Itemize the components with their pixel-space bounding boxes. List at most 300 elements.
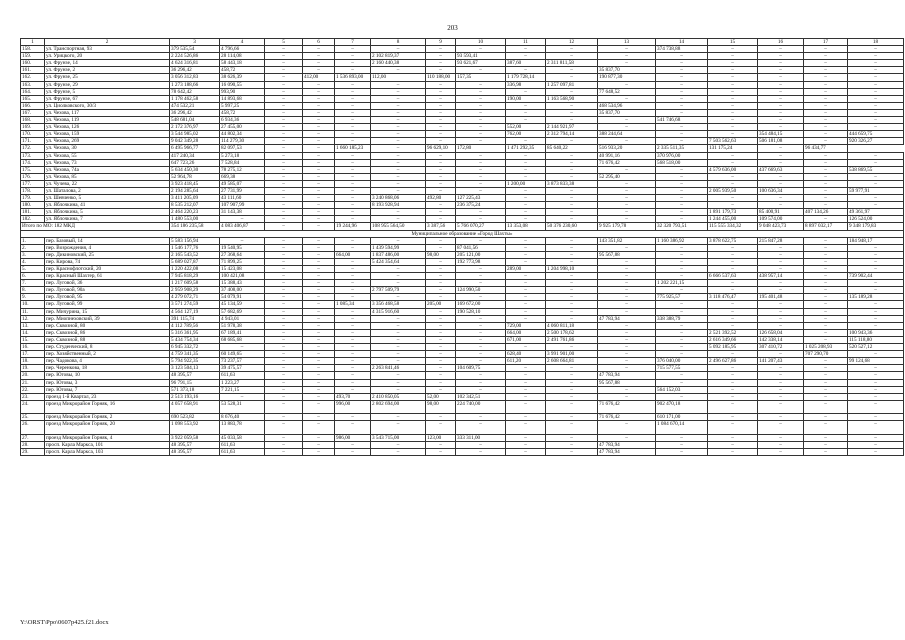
value-cell: – — [426, 187, 456, 194]
value-cell: – — [335, 209, 371, 216]
value-cell: – — [265, 67, 303, 74]
value-cell: 1 223,27 — [220, 379, 265, 386]
value-cell: – — [758, 434, 804, 441]
value-cell: – — [656, 244, 708, 251]
value-cell: – — [804, 421, 848, 434]
table-body — [21, 39, 904, 456]
value-cell: – — [303, 308, 335, 315]
value-cell: – — [758, 258, 804, 265]
value-cell: – — [656, 287, 708, 294]
value-cell: – — [335, 53, 371, 60]
value-cell: – — [506, 400, 546, 413]
address-cell: ул. Чехова, 117 — [45, 109, 170, 116]
value-cell: 45 033,58 — [220, 434, 265, 441]
value-cell: – — [804, 414, 848, 421]
value-cell: – — [546, 102, 598, 109]
value-cell: 2 464 220,23 — [170, 209, 220, 216]
value-cell: – — [426, 67, 456, 74]
value-cell: 690 523,82 — [170, 414, 220, 421]
value-cell: 98,00 — [426, 400, 456, 413]
value-cell: 71 899,25 — [220, 258, 265, 265]
value-cell: 354 484,15 — [758, 131, 804, 138]
value-cell: 2 172 376,97 — [170, 124, 220, 131]
value-cell: 564 152,03 — [656, 386, 708, 393]
address-cell: пер. Луговой, 90а — [45, 287, 170, 294]
value-cell: – — [456, 336, 506, 343]
value-cell: – — [546, 46, 598, 53]
total-value: 5 766 070,27 — [456, 223, 506, 230]
value-cell: 1 837 486,00 — [371, 251, 426, 258]
value-cell: – — [303, 109, 335, 116]
value-cell: 15 388,43 — [220, 280, 265, 287]
value-cell: – — [758, 414, 804, 421]
value-cell: – — [456, 152, 506, 159]
value-cell: – — [804, 358, 848, 365]
value-cell: – — [656, 109, 708, 116]
value-cell: 707 290,70 — [804, 351, 848, 358]
value-cell: – — [265, 351, 303, 358]
value-cell: – — [758, 244, 804, 251]
value-cell: – — [426, 237, 456, 244]
row-number: 172. — [21, 145, 45, 152]
address-cell: пер. Студенческий, 8 — [45, 344, 170, 351]
value-cell: – — [371, 216, 426, 223]
total-value: 9 348 179,83 — [848, 223, 904, 230]
value-cell: 48 395,57 — [170, 441, 220, 448]
value-cell: – — [371, 414, 426, 421]
row-number: 10. — [21, 301, 45, 308]
table-row — [21, 216, 904, 223]
value-cell: 391 115,74 — [170, 315, 220, 322]
address-cell: пер. Луговой, 95 — [45, 294, 170, 301]
table-row — [21, 393, 904, 400]
table-row — [21, 280, 904, 287]
value-cell: – — [506, 434, 546, 441]
value-cell: 2 165 543,52 — [170, 251, 220, 258]
value-cell: – — [303, 251, 335, 258]
value-cell: – — [371, 145, 426, 152]
value-cell: – — [708, 434, 758, 441]
value-cell: – — [456, 329, 506, 336]
value-cell: – — [335, 159, 371, 166]
value-cell: 5 689 027,87 — [170, 258, 220, 265]
value-cell: – — [656, 372, 708, 379]
value-cell: – — [546, 117, 598, 124]
value-cell: 2 608 664,81 — [546, 358, 598, 365]
row-number: 11. — [21, 308, 45, 315]
table-row — [21, 53, 904, 60]
value-cell: 71 676,42 — [598, 414, 656, 421]
total-value: 8 897 032,17 — [804, 223, 848, 230]
address-cell: проезд Микрорайон Горняк, 2 — [45, 414, 170, 421]
table-row — [21, 336, 904, 343]
value-cell: – — [708, 400, 758, 413]
table-row — [21, 202, 904, 209]
value-cell: – — [848, 386, 904, 393]
value-cell: – — [456, 67, 506, 74]
value-cell: – — [546, 280, 598, 287]
value-cell: – — [426, 53, 456, 60]
value-cell: – — [708, 365, 758, 372]
value-cell: – — [456, 344, 506, 351]
value-cell: – — [335, 386, 371, 393]
value-cell: 35 837,70 — [598, 67, 656, 74]
value-cell: – — [546, 273, 598, 280]
value-cell: 102 342,51 — [456, 393, 506, 400]
value-cell: – — [371, 152, 426, 159]
value-cell: 7 528,84 — [220, 159, 265, 166]
column-number: 7 — [335, 39, 371, 46]
value-cell: – — [848, 400, 904, 413]
value-cell: – — [804, 216, 848, 223]
table-row — [21, 173, 904, 180]
table-row — [21, 308, 904, 315]
value-cell: – — [335, 315, 371, 322]
address-cell: пер. Хозяйственный, 2 — [45, 351, 170, 358]
value-cell: – — [758, 102, 804, 109]
value-cell: 2 797 509,79 — [371, 287, 426, 294]
value-cell: – — [506, 67, 546, 74]
value-cell: 538 869,55 — [848, 166, 904, 173]
row-number: 175. — [21, 166, 45, 173]
value-cell: – — [804, 244, 848, 251]
address-cell: пер. Миопнеховский, 39 — [45, 315, 170, 322]
value-cell: – — [708, 46, 758, 53]
value-cell: – — [506, 195, 546, 202]
value-cell: 4 279 072,71 — [170, 294, 220, 301]
value-cell: – — [265, 187, 303, 194]
value-cell: – — [456, 358, 506, 365]
value-cell: – — [303, 138, 335, 145]
value-cell: – — [265, 53, 303, 60]
value-cell: – — [265, 358, 303, 365]
value-cell: – — [804, 393, 848, 400]
value-cell: 205,00 — [426, 301, 456, 308]
value-cell: 107 907,99 — [220, 202, 265, 209]
value-cell: – — [804, 46, 848, 53]
value-cell: 112,00 — [371, 74, 426, 81]
value-cell: – — [656, 60, 708, 67]
value-cell: – — [303, 166, 335, 173]
value-cell: – — [804, 138, 848, 145]
value-cell: 438 957,14 — [758, 273, 804, 280]
value-cell: – — [804, 266, 848, 273]
value-cell: – — [335, 124, 371, 131]
row-number: 176. — [21, 173, 45, 180]
total-value: 32 320 793,51 — [656, 223, 708, 230]
value-cell: – — [265, 138, 303, 145]
value-cell: – — [265, 237, 303, 244]
column-number: 15 — [708, 39, 758, 46]
value-cell: – — [546, 372, 598, 379]
value-cell: – — [708, 421, 758, 434]
row-number: 162. — [21, 74, 45, 81]
value-cell: – — [848, 315, 904, 322]
total-value: 108 955 564,50 — [371, 223, 426, 230]
row-number: 24. — [21, 400, 45, 413]
value-cell: 85 640,22 — [546, 145, 598, 152]
row-number: 20. — [21, 372, 45, 379]
column-number: 2 — [45, 39, 170, 46]
value-cell: 1 891 179,73 — [708, 209, 758, 216]
table-row — [21, 81, 904, 88]
table-row — [21, 372, 904, 379]
value-cell: – — [456, 131, 506, 138]
value-cell: – — [265, 88, 303, 95]
value-cell: – — [546, 434, 598, 441]
value-cell: – — [848, 379, 904, 386]
value-cell: 47 783,94 — [598, 448, 656, 455]
value-cell: – — [371, 138, 426, 145]
value-cell: – — [303, 67, 335, 74]
value-cell: – — [265, 145, 303, 152]
value-cell: 9 042 349,28 — [170, 138, 220, 145]
value-cell: 51 978,38 — [220, 322, 265, 329]
value-cell: – — [708, 301, 758, 308]
address-cell: ул. Яблочкина, 41 — [45, 202, 170, 209]
table-row — [21, 400, 904, 413]
value-cell: – — [303, 145, 335, 152]
table-row — [21, 244, 904, 251]
value-cell: – — [265, 301, 303, 308]
value-cell: 1 220 422,08 — [170, 266, 220, 273]
value-cell: – — [335, 336, 371, 343]
value-cell: – — [656, 336, 708, 343]
value-cell: – — [758, 351, 804, 358]
value-cell: – — [804, 400, 848, 413]
value-cell: 1 660 185,23 — [335, 145, 371, 152]
value-cell: 2 491 761,86 — [546, 336, 598, 343]
value-cell: – — [848, 67, 904, 74]
value-cell: – — [506, 448, 546, 455]
value-cell: – — [426, 308, 456, 315]
value-cell: – — [371, 315, 426, 322]
value-cell: – — [371, 180, 426, 187]
value-cell: – — [426, 88, 456, 95]
value-cell: 28 114,08 — [220, 53, 265, 60]
value-cell: 2 513 193,16 — [170, 393, 220, 400]
address-cell: просп. Карла Маркса, 103 — [45, 448, 170, 455]
row-number: 171. — [21, 138, 45, 145]
value-cell: – — [546, 258, 598, 265]
value-cell: – — [804, 237, 848, 244]
value-cell: – — [848, 244, 904, 251]
value-cell: 2 312 794,14 — [546, 131, 598, 138]
address-cell: ул. Чехова, 269 — [45, 138, 170, 145]
value-cell: – — [303, 322, 335, 329]
value-cell: – — [426, 131, 456, 138]
value-cell: – — [848, 365, 904, 372]
table-row — [21, 273, 904, 280]
value-cell: 3 543 715,00 — [371, 434, 426, 441]
value-cell: 1 480 553,00 — [170, 216, 220, 223]
value-cell: 143 351,82 — [598, 237, 656, 244]
value-cell: 775 925,57 — [656, 294, 708, 301]
total-value: 4 083 406,87 — [220, 223, 265, 230]
value-cell: – — [265, 46, 303, 53]
value-cell: – — [303, 81, 335, 88]
address-cell: проезд Микрорайон Горняк, 4 — [45, 434, 170, 441]
value-cell: – — [546, 159, 598, 166]
value-cell: – — [708, 95, 758, 102]
value-cell: 4 564 127,19 — [170, 308, 220, 315]
value-cell: – — [265, 273, 303, 280]
value-cell: – — [265, 386, 303, 393]
value-cell: – — [265, 109, 303, 116]
value-cell: – — [804, 173, 848, 180]
value-cell: – — [426, 117, 456, 124]
row-number: 163. — [21, 81, 45, 88]
address-cell: ул. Урицкого, 20 — [45, 53, 170, 60]
value-cell: – — [804, 322, 848, 329]
value-cell: – — [303, 244, 335, 251]
address-cell: пер. Дикиновский, 25 — [45, 251, 170, 258]
address-cell: ул. Чехова, 159 — [45, 131, 170, 138]
value-cell: – — [546, 287, 598, 294]
value-cell: – — [758, 372, 804, 379]
table-row — [21, 117, 904, 124]
value-cell: – — [708, 251, 758, 258]
table-row — [21, 251, 904, 258]
value-cell: – — [848, 351, 904, 358]
value-cell: – — [804, 315, 848, 322]
address-cell: ул. Шевченко, 5 — [45, 195, 170, 202]
value-cell: – — [335, 329, 371, 336]
value-cell: – — [656, 258, 708, 265]
value-cell: – — [656, 209, 708, 216]
value-cell: – — [506, 187, 546, 194]
row-number: 16. — [21, 344, 45, 351]
value-cell: – — [371, 280, 426, 287]
value-cell: – — [758, 159, 804, 166]
value-cell: – — [371, 421, 426, 434]
value-cell: 47 783,94 — [598, 372, 656, 379]
value-cell: 611,20 — [506, 358, 546, 365]
address-cell: ул. Шаталова, 2 — [45, 187, 170, 194]
value-cell: – — [335, 46, 371, 53]
value-cell: – — [303, 60, 335, 67]
value-cell: 1 202 221,15 — [656, 280, 708, 287]
value-cell: – — [335, 216, 371, 223]
value-cell: – — [758, 60, 804, 67]
value-cell: – — [598, 358, 656, 365]
table-row — [21, 152, 904, 159]
value-cell: 43 111,60 — [220, 195, 265, 202]
value-cell: – — [456, 351, 506, 358]
value-cell: 1 204 998,10 — [546, 266, 598, 273]
value-cell: – — [335, 166, 371, 173]
table-row — [21, 421, 904, 434]
value-cell: – — [848, 266, 904, 273]
value-cell: 236 375,24 — [456, 202, 506, 209]
value-cell: 739 902,44 — [848, 273, 904, 280]
value-cell: – — [335, 258, 371, 265]
value-cell: 541 746,68 — [656, 117, 708, 124]
value-cell: 4 060 811,18 — [546, 322, 598, 329]
value-cell: – — [335, 344, 371, 351]
value-cell: – — [426, 216, 456, 223]
value-cell: 39 475,57 — [220, 365, 265, 372]
value-cell: – — [708, 131, 758, 138]
address-cell: ул. Чучева, 22 — [45, 180, 170, 187]
value-cell: – — [656, 308, 708, 315]
value-cell: 6 945 332,72 — [170, 344, 220, 351]
value-cell: – — [371, 117, 426, 124]
value-cell: – — [426, 244, 456, 251]
value-cell: 85 400,91 — [758, 209, 804, 216]
value-cell: – — [708, 266, 758, 273]
value-cell: – — [848, 202, 904, 209]
value-cell: – — [335, 421, 371, 434]
value-cell: – — [371, 448, 426, 455]
value-cell: 190,00 — [506, 95, 546, 102]
value-cell: – — [804, 308, 848, 315]
total-value: – — [265, 223, 303, 230]
value-cell: – — [848, 53, 904, 60]
value-cell: 7 221,15 — [220, 386, 265, 393]
value-cell: – — [506, 421, 546, 434]
value-cell: – — [598, 434, 656, 441]
value-cell: – — [371, 81, 426, 88]
row-number: 173. — [21, 152, 45, 159]
value-cell: – — [456, 95, 506, 102]
value-cell: – — [335, 131, 371, 138]
value-cell: – — [804, 294, 848, 301]
value-cell: – — [426, 46, 456, 53]
value-cell: – — [371, 322, 426, 329]
value-cell: 169 672,00 — [456, 301, 506, 308]
value-cell: 8 676,40 — [220, 414, 265, 421]
value-cell: – — [371, 95, 426, 102]
value-cell: – — [265, 152, 303, 159]
value-cell: 110 188,00 — [426, 74, 456, 81]
value-cell: 73 237,57 — [220, 358, 265, 365]
value-cell: – — [758, 266, 804, 273]
value-cell: 8 535 212,07 — [170, 202, 220, 209]
address-cell: пер. Краснофлотский, 20 — [45, 266, 170, 273]
value-cell: – — [758, 173, 804, 180]
value-cell: – — [303, 95, 335, 102]
value-cell: – — [506, 46, 546, 53]
value-cell: – — [546, 187, 598, 194]
value-cell: – — [708, 280, 758, 287]
value-cell: 123,00 — [426, 434, 456, 441]
value-cell: 986,00 — [335, 434, 371, 441]
value-cell: – — [456, 237, 506, 244]
address-cell: просп. Карла Маркса, 101 — [45, 441, 170, 448]
table-row — [21, 109, 904, 116]
address-cell: ул. Чехова, 85 — [45, 173, 170, 180]
value-cell: – — [371, 67, 426, 74]
value-cell: 571 373,18 — [170, 386, 220, 393]
value-cell: 1 217 609,58 — [170, 280, 220, 287]
value-cell: 52 964,78 — [170, 173, 220, 180]
row-number: 25. — [21, 414, 45, 421]
value-cell: – — [506, 251, 546, 258]
value-cell: 671,00 — [506, 336, 546, 343]
table-row — [21, 124, 904, 131]
value-cell: – — [848, 74, 904, 81]
value-cell: – — [546, 67, 598, 74]
table-row — [21, 187, 904, 194]
value-cell: – — [335, 294, 371, 301]
address-cell: ул. Чехова, 73 — [45, 159, 170, 166]
value-cell: – — [371, 166, 426, 173]
value-cell: – — [708, 195, 758, 202]
value-cell: 27 368,64 — [220, 251, 265, 258]
value-cell: 2 496 627,86 — [708, 358, 758, 365]
value-cell: 412,00 — [303, 74, 335, 81]
